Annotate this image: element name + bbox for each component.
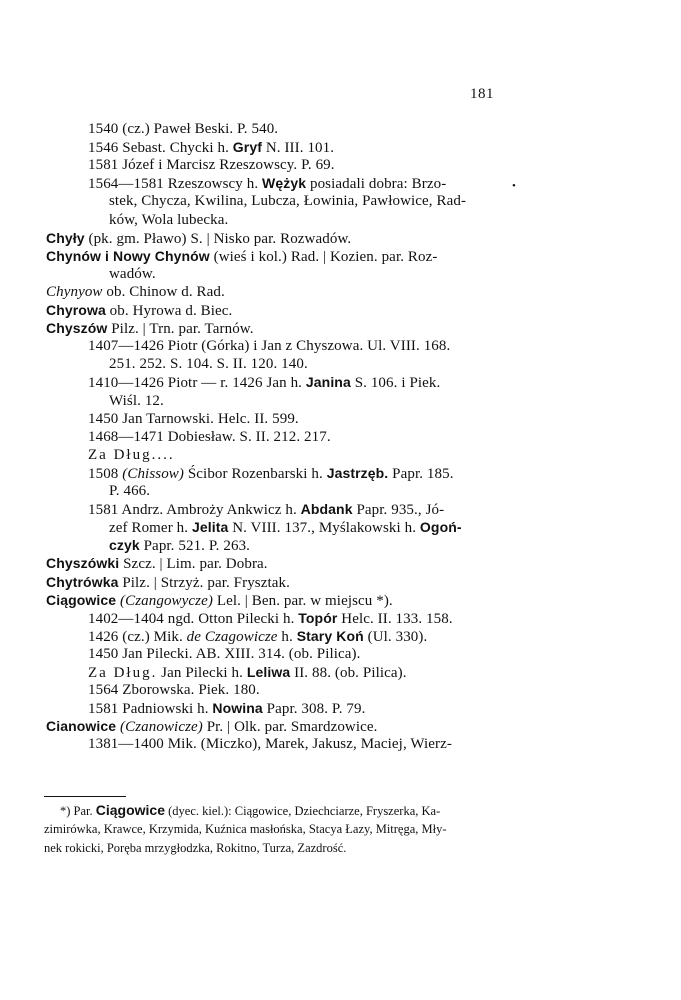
text-run: Chynyow	[46, 284, 103, 300]
text-run: Chyrowa	[46, 302, 106, 318]
text-run: (pk. gm. Pławo) S. | Nisko par. Rozwadów.	[84, 231, 352, 247]
text-run: Szcz. | Lim. par. Dobra.	[119, 556, 268, 572]
text-run: Stary Koń	[296, 628, 364, 644]
text-run: Chyszówki	[46, 555, 120, 571]
text-run: 1564—1581 Rzeszowscy h.	[88, 176, 263, 192]
text-run: Pr. | Olk. par. Smardzowice.	[202, 719, 378, 735]
text-run: Jelita	[191, 519, 229, 535]
text-run: 1581 Andrz. Ambroży Ankwicz h.	[88, 502, 301, 518]
text-run: 1450 Jan Tarnowski. Helc. II. 599.	[88, 411, 299, 427]
text-run: Ogoń-	[419, 519, 462, 535]
text-run: 1564 Zborowska. Piek. 180.	[88, 682, 260, 698]
text-run: Jastrzęb.	[326, 465, 389, 481]
text-run: zimirówka, Krawce, Krzymida, Kuźnica masłońska, Stacya Łazy, Mitręga, Mły-	[44, 822, 447, 836]
entry-line	[46, 283, 225, 301]
text-run: Jan Pilecki h.	[157, 665, 247, 681]
text-run: Pilz. | Trn. par. Tarnów.	[107, 321, 254, 337]
entry-line	[88, 138, 334, 157]
text-run: Nowina	[212, 700, 263, 716]
text-run: (wieś i kol.) Rad. | Kozien. par. Roz-	[209, 249, 438, 265]
entry-line	[88, 645, 360, 663]
entry-line	[88, 410, 299, 428]
entry-line	[88, 663, 407, 682]
text-run: Wiśl. 12.	[109, 393, 164, 409]
entry-line	[46, 554, 268, 573]
text-run: Leliwa	[246, 664, 291, 680]
footnote-line	[44, 821, 447, 838]
text-run: Lel. | Ben. par. w miejscu *).	[212, 593, 393, 609]
text-run: Helc. II. 133. 158.	[337, 611, 453, 627]
footnote-line	[60, 802, 440, 820]
text-run: 1546 Sebast. Chycki h.	[88, 140, 233, 156]
entry-line	[109, 536, 250, 555]
text-run: 1426 (cz.) Mik.	[88, 629, 187, 645]
text-run: Gryf	[232, 139, 262, 155]
entry-line	[109, 265, 156, 283]
text-run: *) Par.	[60, 804, 96, 818]
entry-line	[46, 591, 393, 610]
margin-mark: •	[512, 180, 516, 192]
text-run: 1468—1471 Dobiesław. S. II. 212. 217.	[88, 429, 331, 445]
text-run: 1410—1426 Piotr — r. 1426 Jan h.	[88, 375, 306, 391]
entry-line	[88, 373, 440, 392]
text-run: Za Dług.	[88, 665, 158, 681]
entry-line	[88, 464, 454, 483]
text-run: Ciągowice	[95, 802, 166, 818]
text-run: II. 88. (ob. Pilica).	[290, 665, 407, 681]
text-run: Papr. 521. P. 263.	[139, 538, 251, 554]
text-run: 1508	[88, 466, 123, 482]
entry-line	[88, 699, 365, 718]
text-run: (Ul. 330).	[363, 629, 428, 645]
entry-line	[46, 229, 351, 248]
text-run: 1450 Jan Pilecki. AB. XIII. 314. (ob. Pilica).	[88, 646, 361, 662]
text-run: Janina	[305, 374, 351, 390]
text-run: Ciągowice	[46, 592, 117, 608]
entry-line	[46, 573, 290, 592]
text-run: ob. Hyrowa d. Biec.	[105, 303, 233, 319]
entry-line	[109, 392, 164, 410]
text-run: Chytrówka	[46, 574, 119, 590]
entry-line	[46, 319, 254, 338]
entry-line	[88, 156, 335, 174]
text-run: 1407—1426 Piotr (Górka) i Jan z Chyszowa. Ul. VIII. 168.	[88, 338, 451, 354]
text-run: Wężyk	[262, 175, 307, 191]
entry-line	[109, 211, 228, 229]
entry-line	[46, 301, 232, 320]
entry-line	[88, 627, 427, 646]
text-run: P. 466.	[109, 483, 151, 499]
text-run: N. III. 101.	[261, 140, 335, 156]
entry-line	[88, 428, 331, 446]
text-run: wadów.	[109, 266, 156, 282]
text-run: (dyec. kiel.): Ciągowice, Dziechciarze, Fryszerka, Ka-	[165, 804, 441, 818]
footnote-line	[44, 840, 346, 857]
text-run: 251. 252. S. 104. S. II. 120. 140.	[109, 356, 308, 372]
text-run: 1381—1400 Mik. (Miczko), Marek, Jakusz, Maciej, Wierz-	[88, 736, 453, 752]
entry-line	[88, 735, 452, 753]
text-run: zef Romer h.	[109, 520, 192, 536]
text-run: stek, Chycza, Kwilina, Lubcza, Łowinia, Pawłowice, Rad-	[109, 193, 467, 209]
footnote-rule	[44, 796, 126, 797]
text-run: (Czangowycze)	[120, 593, 213, 609]
text-run: posiadali dobra: Brzo-	[306, 176, 447, 192]
text-run: nek rokicki, Poręba mrzygłodzka, Rokitno, Turza, Zazdrość.	[44, 841, 347, 855]
page-number: 181	[470, 86, 494, 102]
entry-line	[88, 609, 453, 628]
text-run: Za Dług....	[88, 447, 175, 463]
text-run: Chyły	[46, 230, 85, 246]
text-run: Papr. 935., Jó-	[352, 502, 445, 518]
entry-line	[88, 500, 444, 519]
text-run: ob. Chinow d. Rad.	[102, 284, 225, 300]
text-run: Cianowice	[46, 718, 117, 734]
text-run: 1402—1404 ngd. Otton Pilecki h.	[88, 611, 299, 627]
text-run: czyk	[109, 537, 140, 553]
text-run: 1540 (cz.) Paweł Beski. P. 540.	[88, 121, 279, 137]
text-run: h.	[277, 629, 297, 645]
text-run: 1581 Padniowski h.	[88, 701, 213, 717]
entry-line	[88, 681, 260, 699]
text-run: Ścibor Rozenbarski h.	[184, 466, 327, 482]
text-run: Chyszów	[46, 320, 108, 336]
entry-line	[88, 174, 446, 193]
text-run: de Czagowicze	[186, 629, 278, 645]
text-run: Topór	[298, 610, 338, 626]
entry-line	[88, 446, 175, 464]
text-run: Chynów i Nowy Chynów	[46, 248, 210, 264]
text-run: S. 106. i Piek.	[350, 375, 441, 391]
entry-line	[109, 518, 462, 537]
entry-line	[46, 247, 437, 266]
text-run: (Czanowicze)	[120, 719, 203, 735]
text-run: N. VIII. 137., Myślakowski h.	[228, 520, 420, 536]
text-run: 1581 Józef i Marcisz Rzeszowscy. P. 69.	[88, 157, 335, 173]
entry-line	[88, 337, 450, 355]
text-run: Pilz. | Strzyż. par. Frysztak.	[118, 575, 290, 591]
text-run: Papr. 308. P. 79.	[262, 701, 366, 717]
text-run: Papr. 185.	[388, 466, 454, 482]
entry-line	[109, 482, 150, 500]
entry-line	[109, 192, 466, 210]
text-run: Abdank	[300, 501, 353, 517]
text-run: (Chissow)	[122, 466, 184, 482]
entry-line	[46, 717, 378, 736]
entry-line	[109, 355, 308, 373]
entry-line	[88, 120, 278, 138]
text-run: ków, Wola lubecka.	[109, 212, 229, 228]
